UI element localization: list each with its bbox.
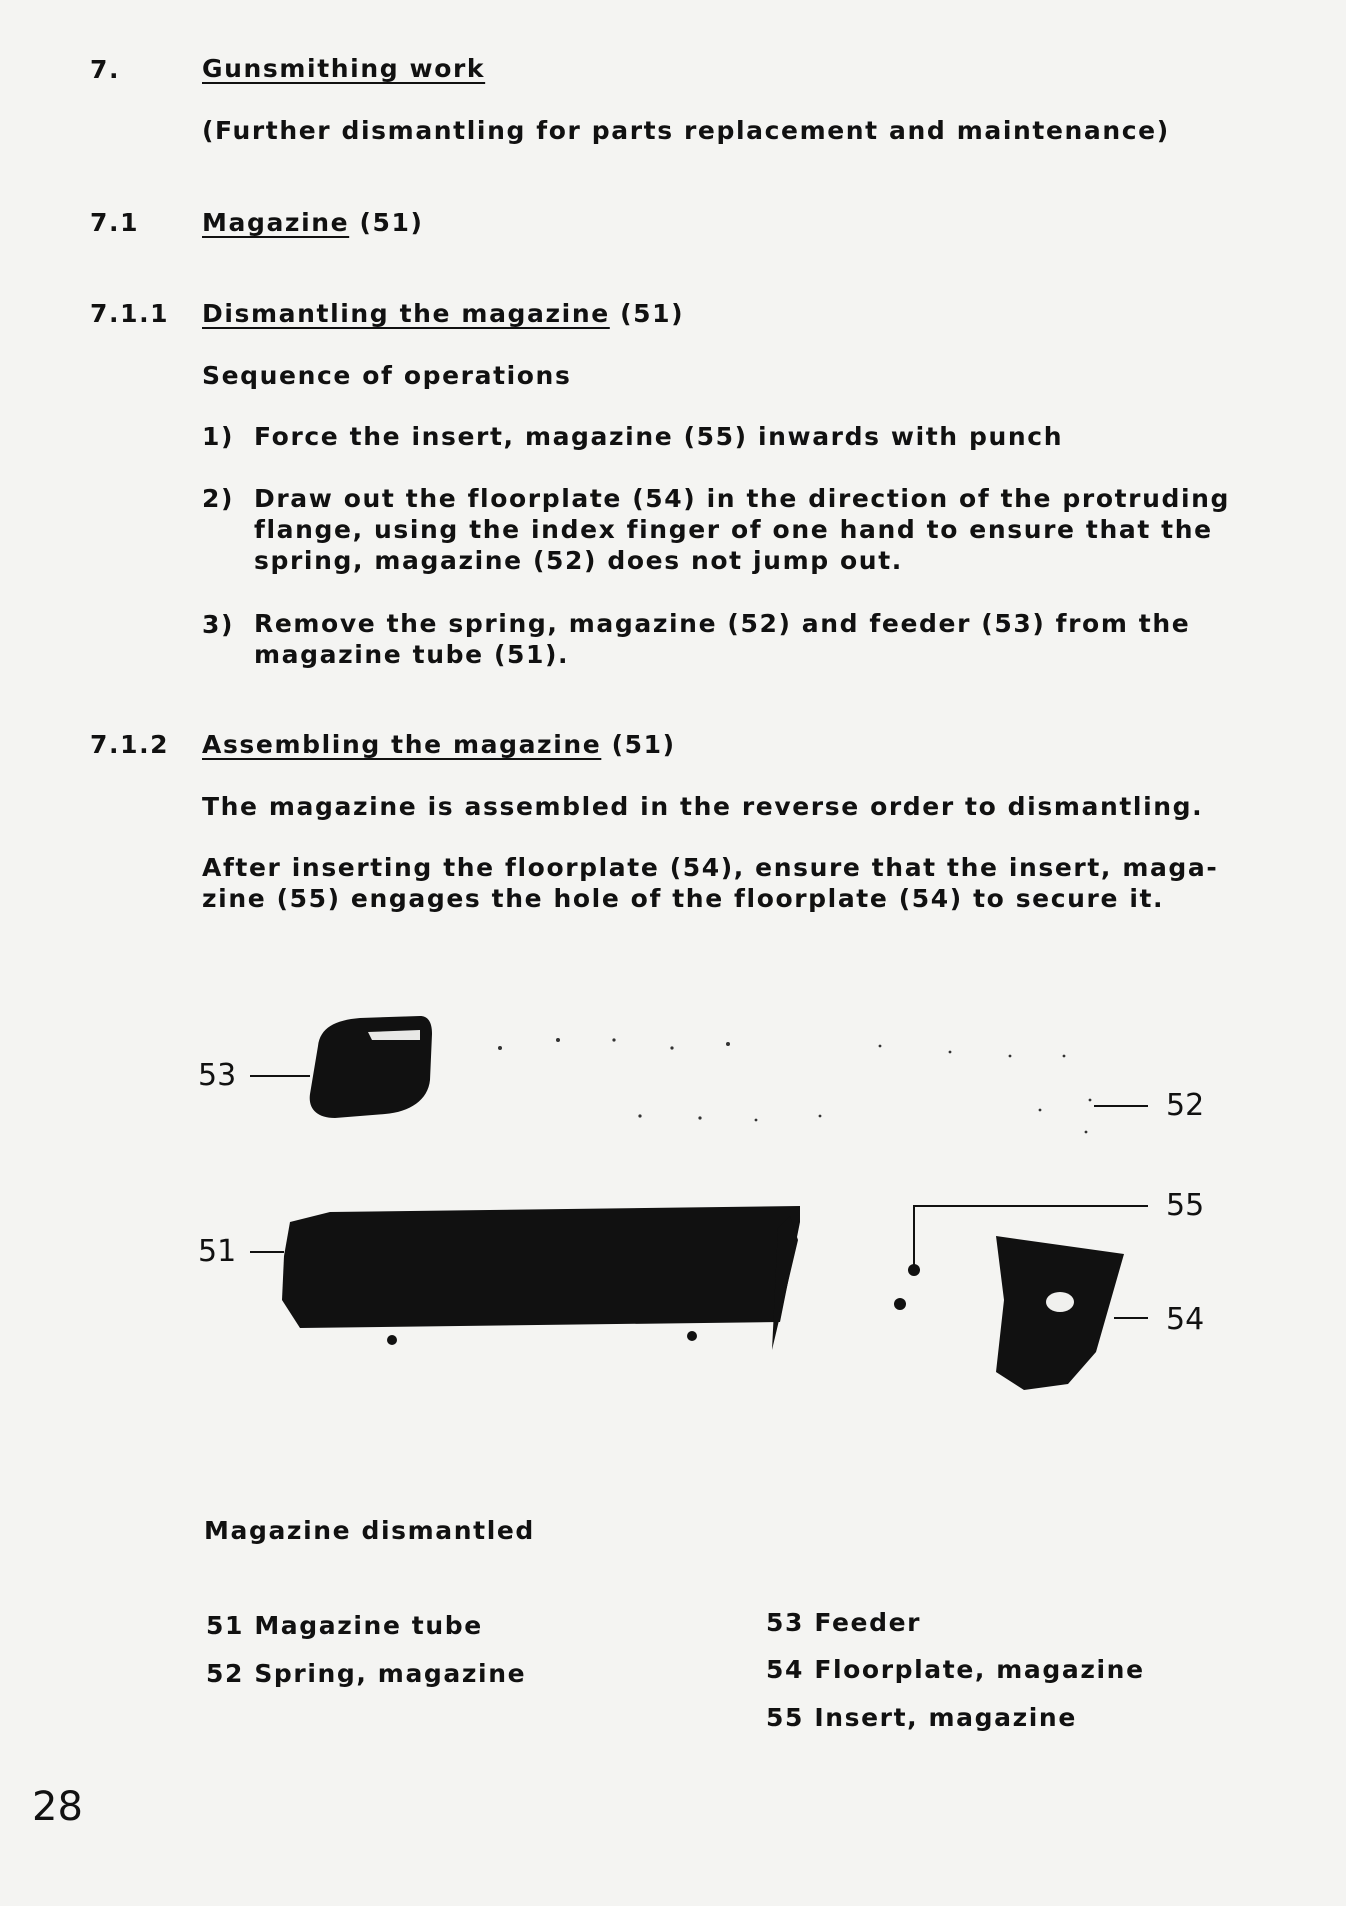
- insert-part: [894, 1298, 906, 1310]
- figure-caption: Magazine dismantled: [204, 1516, 535, 1545]
- sequence-label: Sequence of operations: [202, 361, 572, 390]
- tube-rivet: [687, 1331, 697, 1341]
- section-7-1-2-number: 7.1.2: [90, 730, 170, 759]
- legend-number: 53: [766, 1608, 804, 1637]
- legend-label: Feeder: [814, 1608, 922, 1637]
- legend-item-55: [766, 1702, 1077, 1733]
- section-7-1-1-ref: (51): [620, 299, 685, 328]
- legend-label: Insert, magazine: [814, 1703, 1077, 1732]
- step-2-line: Draw out the floorplate (54) in the direction of the protruding: [254, 484, 1231, 513]
- section-7-title: Gunsmithing work: [202, 54, 486, 83]
- legend-label: Magazine tube: [254, 1611, 483, 1640]
- section-7-1-1-title: Dismantling the magazine: [202, 299, 610, 328]
- step-2-number: 2): [202, 484, 235, 513]
- section-7-1-1-number: 7.1.1: [90, 299, 170, 328]
- legend-number: 54: [766, 1655, 804, 1684]
- legend-number: 55: [766, 1703, 804, 1732]
- floorplate-part: [996, 1236, 1124, 1390]
- insert-part: [908, 1264, 920, 1276]
- floorplate-hole: [1046, 1292, 1074, 1312]
- legend-number: 52: [206, 1659, 244, 1688]
- step-3-line: Remove the spring, magazine (52) and feeder (53) from the: [254, 609, 1191, 638]
- section-7-1-2-ref: (51): [611, 730, 676, 759]
- legend-number: 51: [206, 1611, 244, 1640]
- step-2-line: flange, using the index finger of one hand to ensure that the: [254, 515, 1213, 544]
- callout-54: 54: [1166, 1302, 1205, 1337]
- legend-item-52: [206, 1658, 526, 1689]
- section-7-1-title: Magazine: [202, 208, 350, 237]
- section-7-1-number: 7.1: [90, 208, 140, 237]
- legend-item-53: [766, 1607, 921, 1638]
- assembly-paragraph-1: The magazine is assembled in the reverse order to dismantling.: [202, 792, 1204, 821]
- section-7-1-2-title: Assembling the magazine: [202, 730, 602, 759]
- legend-label: Floorplate, magazine: [814, 1655, 1145, 1684]
- callout-53: 53: [198, 1058, 237, 1093]
- step-2-line: spring, magazine (52) does not jump out.: [254, 546, 903, 575]
- assembly-paragraph-2-line: After inserting the floorplate (54), ensure that the insert, maga-: [202, 853, 1219, 882]
- assembly-paragraph-2-line: zine (55) engages the hole of the floorplate (54) to secure it.: [202, 884, 1165, 913]
- section-7-number: 7.: [90, 55, 121, 84]
- section-7-1-ref: (51): [359, 208, 424, 237]
- callout-51: 51: [198, 1234, 237, 1269]
- spring-part: [498, 1038, 1091, 1133]
- page-number: 28: [32, 1784, 83, 1830]
- step-3-line: magazine tube (51).: [254, 640, 570, 669]
- legend-item-54: [766, 1654, 1145, 1685]
- step-3-number: 3): [202, 610, 235, 639]
- tube-rivet: [387, 1335, 397, 1345]
- callout-55: 55: [1166, 1188, 1205, 1223]
- callout-52: 52: [1166, 1088, 1205, 1123]
- section-7-subtitle: (Further dismantling for parts replacement and maintenance): [202, 116, 1170, 145]
- step-1-line: Force the insert, magazine (55) inwards with punch: [254, 422, 1064, 451]
- legend-label: Spring, magazine: [254, 1659, 527, 1688]
- magazine-tube-part: [282, 1206, 800, 1328]
- step-1-number: 1): [202, 422, 235, 451]
- legend-item-51: [206, 1610, 483, 1641]
